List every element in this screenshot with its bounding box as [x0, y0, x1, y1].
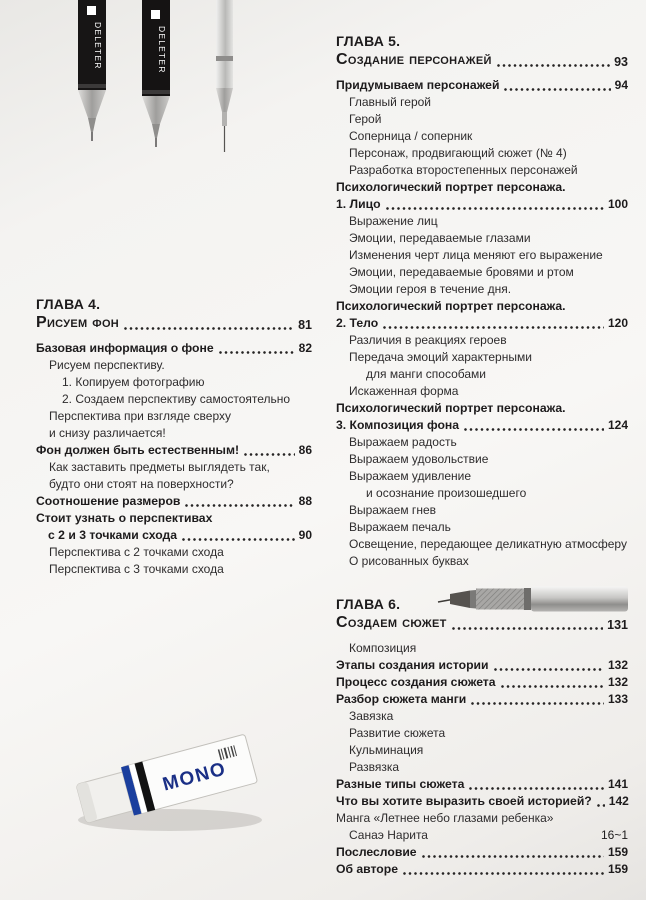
toc-entry-title: 2. Тело — [336, 316, 379, 330]
page-number: 132 — [607, 658, 628, 672]
toc-entry — [336, 708, 628, 725]
dotted-leader — [244, 453, 295, 456]
toc-entry — [336, 861, 628, 878]
toc-entry — [336, 759, 628, 776]
toc-entry-title: с 2 и 3 точками схода — [48, 528, 178, 542]
page-number: 94 — [614, 78, 628, 92]
toc-entry — [36, 442, 312, 459]
chapter-title-row — [336, 50, 628, 70]
toc-entry — [336, 196, 628, 213]
page-number: 90 — [298, 528, 312, 542]
toc-entry-title: Эмоции героя в течение дня. — [349, 282, 512, 296]
toc-entry-title: 3. Композиция фона — [336, 418, 460, 432]
toc-entry-title: Герой — [349, 112, 382, 126]
toc-entry — [336, 434, 628, 451]
toc-entry-title: Процесс создания сюжета — [336, 675, 496, 689]
dotted-leader — [452, 627, 604, 630]
toc-entry-title: Психологический портрет персонажа. — [336, 180, 566, 194]
toc-entry-title: Перспектива при взгляде сверху — [49, 409, 232, 423]
dotted-leader — [501, 685, 604, 688]
toc-entry-title: Перспектива с 2 точками схода — [49, 545, 224, 559]
toc-entry-title: будто они стоят на поверхности? — [49, 477, 234, 491]
toc-entry — [336, 264, 628, 281]
eraser-photo — [68, 708, 273, 858]
toc-entry-title: Разбор сюжета манги — [336, 692, 467, 706]
toc-entry — [336, 536, 628, 553]
dotted-leader — [386, 207, 604, 210]
toc-entry-title: Эмоции, передаваемые глазами — [349, 231, 531, 245]
toc-entry-title: Выражаем гнев — [349, 503, 436, 517]
chapter-title: Создаем сюжет — [336, 614, 447, 631]
toc-entry — [336, 519, 628, 536]
toc-entry-title: 1. Копируем фотографию — [62, 375, 205, 389]
toc-entry — [336, 281, 628, 298]
toc-column-right — [336, 33, 628, 878]
toc-entry-title: Об авторе — [336, 862, 398, 876]
toc-entry — [336, 742, 628, 759]
toc-entry-title: Фон должен быть естественным! — [36, 443, 240, 457]
toc-entry-title: Перспектива с 3 точками схода — [49, 562, 224, 576]
pen-barrel — [531, 587, 628, 612]
toc-entry — [336, 485, 628, 502]
toc-entry-title: Психологический портрет персонажа. — [336, 299, 566, 313]
toc-entry-title: Освещение, передающее деликатную атмосферу — [349, 537, 627, 551]
toc-entry — [336, 468, 628, 485]
dotted-leader — [383, 326, 604, 329]
marker-pen-1 — [78, 0, 106, 141]
toc-entry — [336, 417, 628, 434]
toc-entry-title: Как заставить предметы выглядеть так, — [49, 460, 270, 474]
dotted-leader — [403, 872, 604, 875]
dotted-leader — [182, 538, 295, 541]
toc-entry — [336, 502, 628, 519]
toc-entry — [36, 408, 312, 425]
page-number: 100 — [607, 197, 628, 211]
toc-entry — [36, 340, 312, 357]
page-number: 81 — [298, 318, 312, 332]
toc-entry — [336, 179, 628, 196]
toc-entry-title: и осознание произошедшего — [366, 486, 527, 500]
pen-nib — [438, 600, 452, 603]
toc-entry-title: Различия в реакциях героев — [349, 333, 507, 347]
toc-entry — [36, 425, 312, 442]
pens-illustration — [28, 0, 268, 175]
dotted-leader — [597, 804, 605, 807]
toc-entry — [36, 493, 312, 510]
toc-entry-title: О рисованных буквах — [349, 554, 469, 568]
dotted-leader — [124, 327, 294, 330]
page-number: 159 — [607, 845, 628, 859]
toc-entry — [336, 725, 628, 742]
toc-entry-title: Этапы создания истории — [336, 658, 489, 672]
toc-entry-title: 1. Лицо — [336, 197, 381, 211]
toc-entry — [336, 332, 628, 349]
toc-entry-title: Манга «Летнее небо глазами ребенка» — [336, 811, 554, 825]
dotted-leader — [494, 668, 604, 671]
toc-column-left — [36, 296, 312, 578]
page-number: 159 — [607, 862, 628, 876]
toc-entry — [336, 827, 628, 844]
page-number: 142 — [608, 794, 629, 808]
dotted-leader — [471, 702, 604, 705]
toc-entry — [36, 544, 312, 561]
toc-entry — [336, 94, 628, 111]
toc-entry — [336, 230, 628, 247]
toc-entry — [336, 298, 628, 315]
page-number: 16~1 — [600, 828, 628, 842]
toc-entry-title: Эмоции, передаваемые бровями и ртом — [349, 265, 574, 279]
dotted-leader — [469, 787, 604, 790]
toc-entry — [36, 357, 312, 374]
toc-entry — [336, 145, 628, 162]
toc-entry-title: Выражаем радость — [349, 435, 457, 449]
toc-entry — [336, 451, 628, 468]
toc-entry — [36, 459, 312, 476]
chapter-header — [336, 33, 628, 70]
toc-entry-title: Передача эмоций характерными — [349, 350, 532, 364]
toc-entry — [336, 844, 628, 861]
pen-grip — [476, 589, 524, 610]
toc-entry-title: Выражение лиц — [349, 214, 438, 228]
toc-entry-title: 2. Создаем перспективу самостоятельно — [62, 392, 291, 406]
toc-entry — [336, 366, 628, 383]
toc-entry-title: Выражаем печаль — [349, 520, 451, 534]
page-number: 120 — [607, 316, 628, 330]
toc-entry-title: для манги способами — [366, 367, 487, 381]
toc-entry-title: Персонаж, продвигающий сюжет (№ 4) — [349, 146, 567, 160]
toc-entry — [336, 213, 628, 230]
toc-entry — [336, 674, 628, 691]
toc-entry — [336, 162, 628, 179]
eraser-illustration — [68, 708, 273, 853]
toc-entry-title: Рисуем перспективу. — [49, 358, 165, 372]
page-number: 132 — [607, 675, 628, 689]
toc-entry-title: Придумываем персонажей — [336, 78, 500, 92]
chapter-6-section — [336, 596, 628, 878]
eraser-brand-text: MONO — [160, 758, 229, 796]
pen-brand-text: DELETER — [93, 22, 103, 70]
toc-entry-title: Санаэ Нарита — [349, 828, 428, 842]
dotted-leader — [464, 428, 604, 431]
toc-entry — [336, 315, 628, 332]
toc-entry — [36, 391, 312, 408]
toc-entry-title: Развязка — [349, 760, 400, 774]
toc-entry — [336, 553, 628, 570]
toc-entry-title: Разработка второстепенных персонажей — [349, 163, 578, 177]
toc-entry — [336, 793, 628, 810]
toc-entry-title: Соотношение размеров — [36, 494, 181, 508]
toc-entry-title: Главный герой — [349, 95, 432, 109]
toc-entry-title: Базовая информация о фоне — [36, 341, 214, 355]
toc-entry-title: Психологический портрет персонажа. — [336, 401, 566, 415]
chapter-number: ГЛАВА 6. — [336, 596, 401, 612]
dotted-leader — [422, 855, 604, 858]
toc-entry — [336, 247, 628, 264]
pens-photo — [28, 0, 268, 180]
page-number: 88 — [298, 494, 312, 508]
page-number: 82 — [298, 341, 312, 355]
mechanical-pen-3 — [216, 0, 233, 152]
toc-entry — [36, 561, 312, 578]
chapter-4-section — [36, 296, 312, 578]
toc-entry — [36, 510, 312, 527]
chapter-header — [36, 296, 312, 333]
toc-entry — [36, 476, 312, 493]
toc-entry-title: Выражаем удовольствие — [349, 452, 489, 466]
toc-entry-title: Искаженная форма — [349, 384, 459, 398]
chapter-title-row — [36, 313, 312, 333]
toc-entry — [336, 657, 628, 674]
page-number: 131 — [607, 618, 628, 632]
toc-entry-title: Послесловие — [336, 845, 417, 859]
page-number: 141 — [607, 777, 628, 791]
metal-pen-photo — [436, 578, 628, 627]
toc-entry-title: Соперница / соперник — [349, 129, 473, 143]
toc-entry — [336, 810, 628, 827]
toc-entry — [336, 77, 628, 94]
toc-entry-title: Развитие сюжета — [349, 726, 446, 740]
toc-entry-title: Композиция — [349, 641, 417, 655]
toc-entry — [336, 776, 628, 793]
dotted-leader — [504, 88, 610, 91]
chapter-title: Создание персонажей — [336, 51, 492, 68]
chapter-number: ГЛАВА 5. — [336, 33, 401, 49]
toc-entry-title: Завязка — [349, 709, 394, 723]
toc-entry — [36, 374, 312, 391]
page-number: 133 — [607, 692, 628, 706]
toc-entry-title: Стоит узнать о перспективах — [36, 511, 213, 525]
page-number: 93 — [614, 55, 628, 69]
toc-entry — [336, 349, 628, 366]
chapter-title: Рисуем фон — [36, 314, 120, 331]
dotted-leader — [219, 351, 295, 354]
toc-entry — [336, 383, 628, 400]
toc-entry — [36, 527, 312, 544]
toc-entry-title: Разные типы сюжета — [336, 777, 465, 791]
page-number: 124 — [607, 418, 628, 432]
marker-pen-2 — [142, 0, 170, 147]
toc-entry — [336, 111, 628, 128]
toc-entry — [336, 691, 628, 708]
chapter-5-section — [336, 33, 628, 570]
page-number: 86 — [298, 443, 312, 457]
toc-entry — [336, 640, 628, 657]
dotted-leader — [497, 64, 610, 67]
toc-entry-title: и снизу различается! — [49, 426, 166, 440]
chapter-number: ГЛАВА 4. — [36, 296, 101, 312]
metal-pen-illustration — [436, 578, 628, 622]
toc-entry-title: Выражаем удивление — [349, 469, 472, 483]
toc-entry — [336, 128, 628, 145]
toc-entry-title: Что вы хотите выразить своей историей? — [336, 794, 592, 808]
toc-entry-title: Изменения черт лица меняют его выражение — [349, 248, 603, 262]
toc-entry — [336, 400, 628, 417]
toc-entry-title: Кульминация — [349, 743, 424, 757]
dotted-leader — [185, 504, 294, 507]
pen-brand-text: DELETER — [157, 26, 167, 74]
